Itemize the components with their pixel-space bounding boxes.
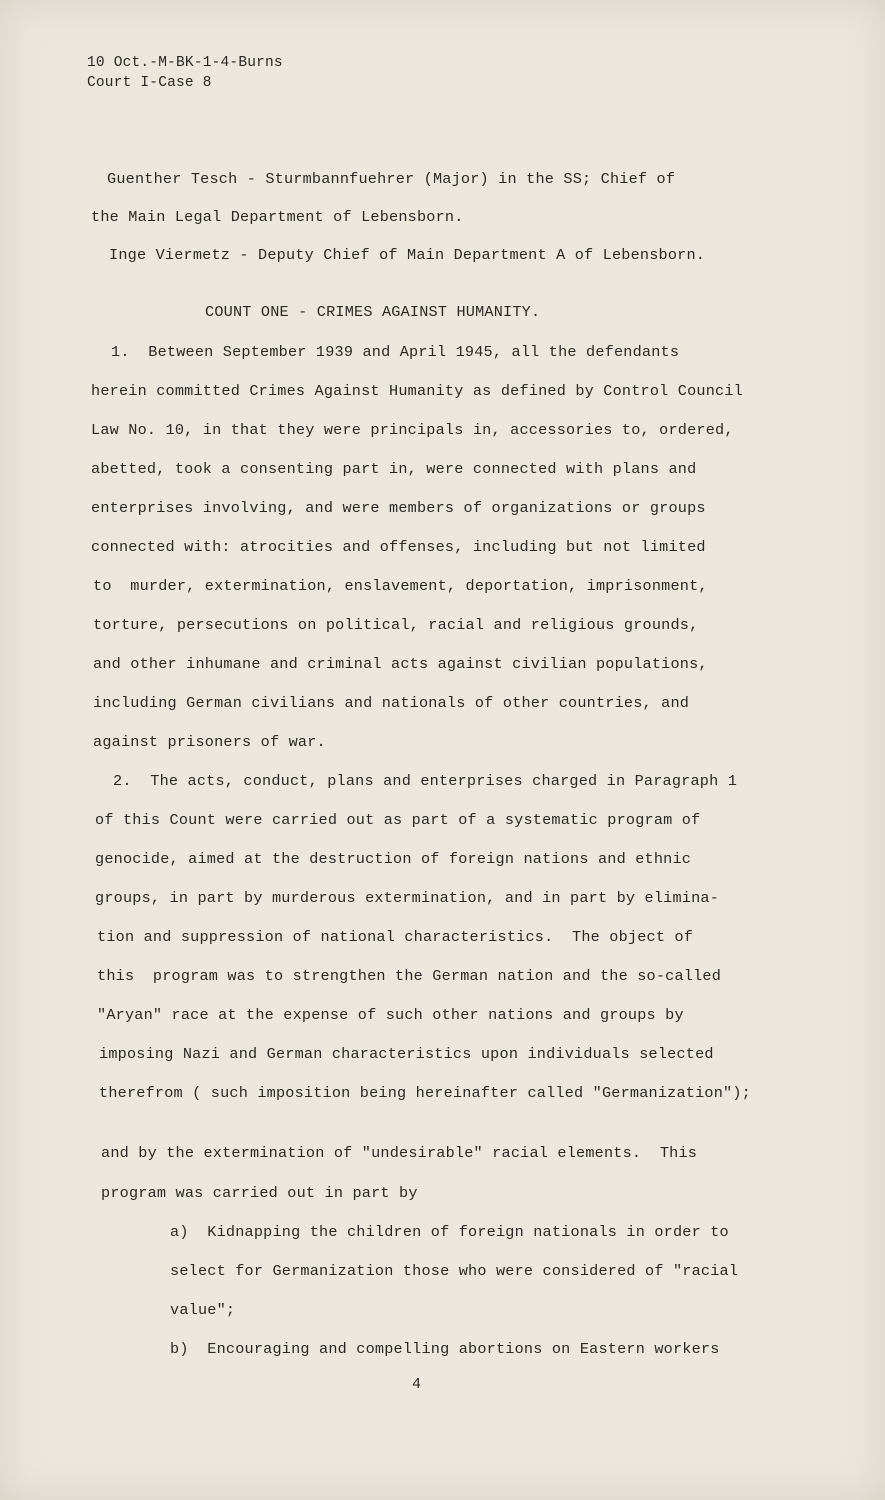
text-line: genocide, aimed at the destruction of foreign nations and ethnic [95,850,692,868]
text-line: select for Germanization those who were considered of "racial [170,1262,739,1280]
text-line: this program was to strengthen the German nation and the so-called [97,967,722,985]
text-line: and by the extermination of "undesirable" racial elements. This [101,1144,698,1162]
text-line: enterprises involving, and were members of organizations or groups [91,499,706,517]
text-line: 2. The acts, conduct, plans and enterprises charged in Paragraph 1 [113,772,738,790]
text-line: of this Count were carried out as part of a systematic program of [95,811,701,829]
header-line-1: 10 Oct.-M-BK-1-4-Burns [87,55,283,71]
text-line: 1. Between September 1939 and April 1945, all the defendants [111,343,680,361]
text-line: tion and suppression of national characteristics. The object of [97,928,694,946]
count-heading: COUNT ONE - CRIMES AGAINST HUMANITY. [205,303,541,321]
text-line: herein committed Crimes Against Humanity as defined by Control Council [91,382,743,400]
text-line: abetted, took a consenting part in, were connected with plans and [91,460,697,478]
text-line: groups, in part by murderous extermination, and in part by elimina- [95,889,720,907]
text-line: and other inhumane and criminal acts against civilian populations, [93,655,708,673]
text-line: connected with: atrocities and offenses, including but not limited [91,538,706,556]
text-line: therefrom ( such imposition being hereinafter called "Germanization"); [99,1084,751,1102]
text-line: imposing Nazi and German characteristics upon individuals selected [99,1045,714,1063]
page-number: 4 [412,1376,422,1393]
text-line: including German civilians and nationals of other countries, and [93,694,690,712]
text-line: Law No. 10, in that they were principals in, accessories to, ordered, [91,421,734,439]
text-line: a) Kidnapping the children of foreign nationals in order to [170,1223,729,1241]
text-line: "Aryan" race at the expense of such other nations and groups by [97,1006,684,1024]
header-line-2: Court I-Case 8 [87,75,212,91]
defendant-viermetz: Inge Viermetz - Deputy Chief of Main Department A of Lebensborn. [109,246,706,264]
text-line: program was carried out in part by [101,1184,418,1202]
text-line: to murder, extermination, enslavement, deportation, imprisonment, [93,577,708,595]
defendant-tesch-line-1: Guenther Tesch - Sturmbannfuehrer (Major) in the SS; Chief of [107,170,676,188]
text-line: b) Encouraging and compelling abortions on Eastern workers [170,1340,720,1358]
text-line: torture, persecutions on political, racial and religious grounds, [93,616,699,634]
text-line: value"; [170,1301,236,1319]
defendant-tesch-line-2: the Main Legal Department of Lebensborn. [91,208,464,226]
text-line: against prisoners of war. [93,733,326,751]
